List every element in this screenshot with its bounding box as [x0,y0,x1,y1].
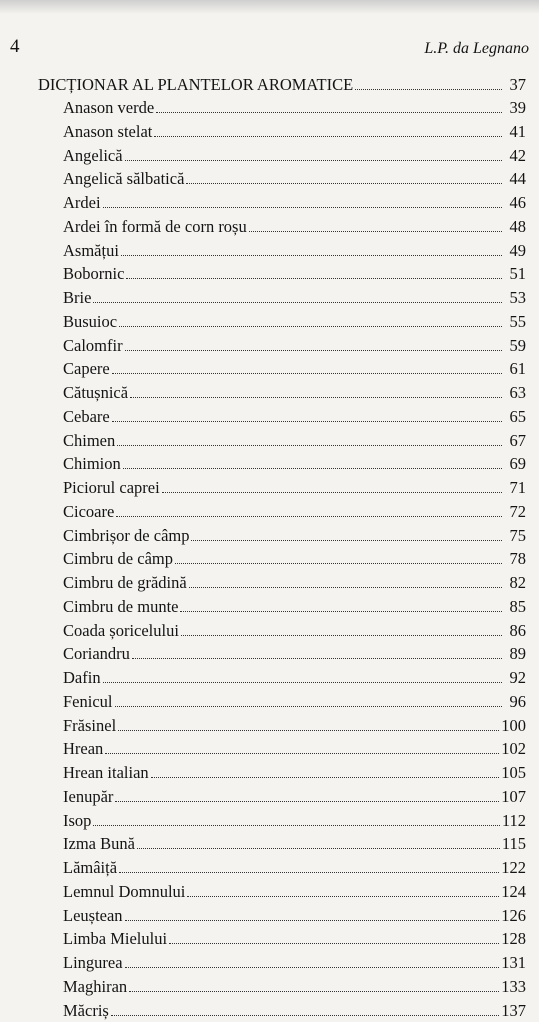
toc-entry-name: Lemnul Domnului [63,880,185,904]
toc-entry-name: Cimbru de munte [63,595,178,619]
dot-leader [111,1001,499,1015]
toc-entry-name: Isop [63,809,91,833]
dot-leader [130,384,502,398]
dot-leader [115,693,503,707]
dot-leader [355,76,502,90]
toc-entry[interactable] [38,904,526,928]
toc-entry[interactable] [38,880,526,904]
toc-entry-page: 53 [504,286,526,310]
toc-entry[interactable] [38,144,526,168]
dot-leader [187,883,499,897]
toc-entry-name: Cimbrișor de câmp [63,524,189,548]
toc-entry-page: 44 [504,167,526,191]
dot-leader [169,930,499,944]
dot-leader [125,906,500,920]
toc-entry-page: 115 [502,832,526,856]
toc-entry[interactable] [38,999,526,1022]
toc-entry-name: Anason verde [63,96,154,120]
toc-entry[interactable] [38,357,526,381]
toc-entry-name: Lămâiță [63,856,117,880]
page-top-edge [0,0,539,14]
toc-entry-page: 112 [502,809,526,833]
toc-entry-name: Cimbru de grădină [63,571,187,595]
toc-entry-page: 65 [504,405,526,429]
dot-leader [93,811,499,825]
toc-entry-page: 137 [501,999,526,1022]
toc-entry-page: 100 [501,714,526,738]
toc-entry-name: Bobornic [63,262,124,286]
table-of-contents [38,74,526,1022]
toc-entry[interactable] [38,975,526,999]
toc-entry-page: 107 [501,785,526,809]
toc-entry-page: 72 [504,500,526,524]
toc-entry-name: Maghiran [63,975,127,999]
toc-entry-name: Ardei în formă de corn roșu [63,215,247,239]
toc-entry[interactable] [38,714,526,738]
toc-entry-name: Chimen [63,429,115,453]
dot-leader [181,621,502,635]
toc-entry-name: Coriandru [63,642,130,666]
toc-entry[interactable] [38,429,526,453]
toc-entry[interactable] [38,856,526,880]
toc-entry-page: 42 [504,144,526,168]
dot-leader [154,123,502,137]
dot-leader [132,645,502,659]
toc-entry[interactable] [38,619,526,643]
toc-entry-page: 78 [504,547,526,571]
toc-entry-page: 85 [504,595,526,619]
toc-entry[interactable] [38,452,526,476]
toc-entry-name: Calomfir [63,334,123,358]
toc-entry[interactable] [38,927,526,951]
toc-entry-name: Anason stelat [63,120,152,144]
toc-entry-page: 41 [504,120,526,144]
toc-section[interactable] [38,74,526,96]
dot-leader [103,194,502,208]
dot-leader [112,360,502,374]
toc-entry-page: 75 [504,524,526,548]
toc-entry-page: 67 [504,429,526,453]
dot-leader [105,740,499,754]
toc-entry-name: Capere [63,357,110,381]
dot-leader [125,954,500,968]
toc-entry[interactable] [38,96,526,120]
toc-entry[interactable] [38,524,526,548]
dot-leader [162,479,502,493]
toc-entry-name: Brie [63,286,91,310]
dot-leader [93,289,502,303]
toc-entry-name: Limba Mielului [63,927,167,951]
dot-leader [249,218,502,232]
toc-entry-name: Hrean [63,737,103,761]
toc-entry[interactable] [38,642,526,666]
toc-entry[interactable] [38,381,526,405]
dot-leader [191,526,502,540]
toc-entry-name: Cebare [63,405,110,429]
toc-entry[interactable] [38,476,526,500]
toc-entry-name: Măcriș [63,999,109,1022]
toc-entry[interactable] [38,215,526,239]
toc-entry-page: 39 [504,96,526,120]
toc-entry-page: 49 [504,239,526,263]
toc-entry[interactable] [38,761,526,785]
toc-entry-page: 51 [504,262,526,286]
toc-entry[interactable] [38,809,526,833]
running-header: L.P. da Legnano [424,40,529,58]
toc-entry-page: 63 [504,381,526,405]
toc-entry-page: 82 [504,571,526,595]
toc-entry-name: Cătușnică [63,381,128,405]
toc-entry-name: Hrean italian [63,761,149,785]
toc-entry-name: Chimion [63,452,121,476]
toc-entry-page: 92 [504,666,526,690]
toc-entry-name: Piciorul caprei [63,476,160,500]
dot-leader [112,408,502,422]
toc-entry[interactable] [38,120,526,144]
dot-leader [129,978,499,992]
toc-entry-name: Angelică sălbatică [63,167,184,191]
toc-entry-page: 48 [504,215,526,239]
dot-leader [180,598,502,612]
toc-section-page: 37 [504,74,526,96]
toc-entry-name: Angelică [63,144,123,168]
dot-leader [175,550,502,564]
dot-leader [115,788,499,802]
dot-leader [151,764,500,778]
dot-leader [189,574,502,588]
toc-entry-page: 46 [504,191,526,215]
toc-entry-page: 131 [501,951,526,975]
toc-entry[interactable] [38,239,526,263]
toc-entry-name: Coada șoricelului [63,619,179,643]
dot-leader [156,99,502,113]
toc-entry-name: Cicoare [63,500,114,524]
toc-entry[interactable] [38,167,526,191]
toc-entry-name: Asmățui [63,239,119,263]
toc-section-title: DICȚIONAR AL PLANTELOR AROMATICE [38,74,353,96]
toc-entry[interactable] [38,951,526,975]
toc-entry-page: 102 [501,737,526,761]
toc-entry-page: 96 [504,690,526,714]
toc-entry-page: 124 [501,880,526,904]
toc-entry-page: 126 [501,904,526,928]
dot-leader [126,265,502,279]
dot-leader [125,336,502,350]
toc-entry[interactable] [38,262,526,286]
dot-leader [119,313,502,327]
toc-entry-page: 86 [504,619,526,643]
toc-entry[interactable] [38,547,526,571]
toc-entry[interactable] [38,286,526,310]
page-number: 4 [10,36,20,58]
dot-leader [117,431,502,445]
toc-entry-page: 59 [504,334,526,358]
toc-entry-page: 105 [501,761,526,785]
toc-entry[interactable] [38,690,526,714]
toc-entry[interactable] [38,310,526,334]
toc-entry[interactable] [38,405,526,429]
toc-entry-page: 55 [504,310,526,334]
toc-entry-name: Busuioc [63,310,117,334]
toc-entry[interactable] [38,832,526,856]
toc-entry-name: Leuștean [63,904,123,928]
toc-entry-name: Lingurea [63,951,123,975]
dot-leader [119,859,499,873]
toc-entry[interactable] [38,666,526,690]
toc-entry-page: 69 [504,452,526,476]
dot-leader [186,170,502,184]
dot-leader [137,835,500,849]
toc-entry-page: 128 [501,927,526,951]
toc-entry-name: Ienupăr [63,785,113,809]
toc-entry-page: 122 [501,856,526,880]
toc-entry[interactable] [38,334,526,358]
toc-entry-name: Dafin [63,666,101,690]
dot-leader [125,146,502,160]
dot-leader [103,669,502,683]
toc-entry-name: Frăsinel [63,714,116,738]
toc-entry-name: Fenicul [63,690,113,714]
toc-entry[interactable] [38,191,526,215]
dot-leader [118,716,499,730]
dot-leader [123,455,502,469]
toc-entry[interactable] [38,785,526,809]
toc-entry-page: 133 [501,975,526,999]
toc-entry[interactable] [38,737,526,761]
toc-entry-name: Ardei [63,191,101,215]
toc-entry-name: Izma Bună [63,832,135,856]
toc-entry[interactable] [38,595,526,619]
toc-entry-name: Cimbru de câmp [63,547,173,571]
toc-entry-page: 61 [504,357,526,381]
toc-entry-page: 71 [504,476,526,500]
dot-leader [121,241,502,255]
toc-entry[interactable] [38,500,526,524]
dot-leader [116,503,502,517]
toc-entry-page: 89 [504,642,526,666]
toc-entry[interactable] [38,571,526,595]
